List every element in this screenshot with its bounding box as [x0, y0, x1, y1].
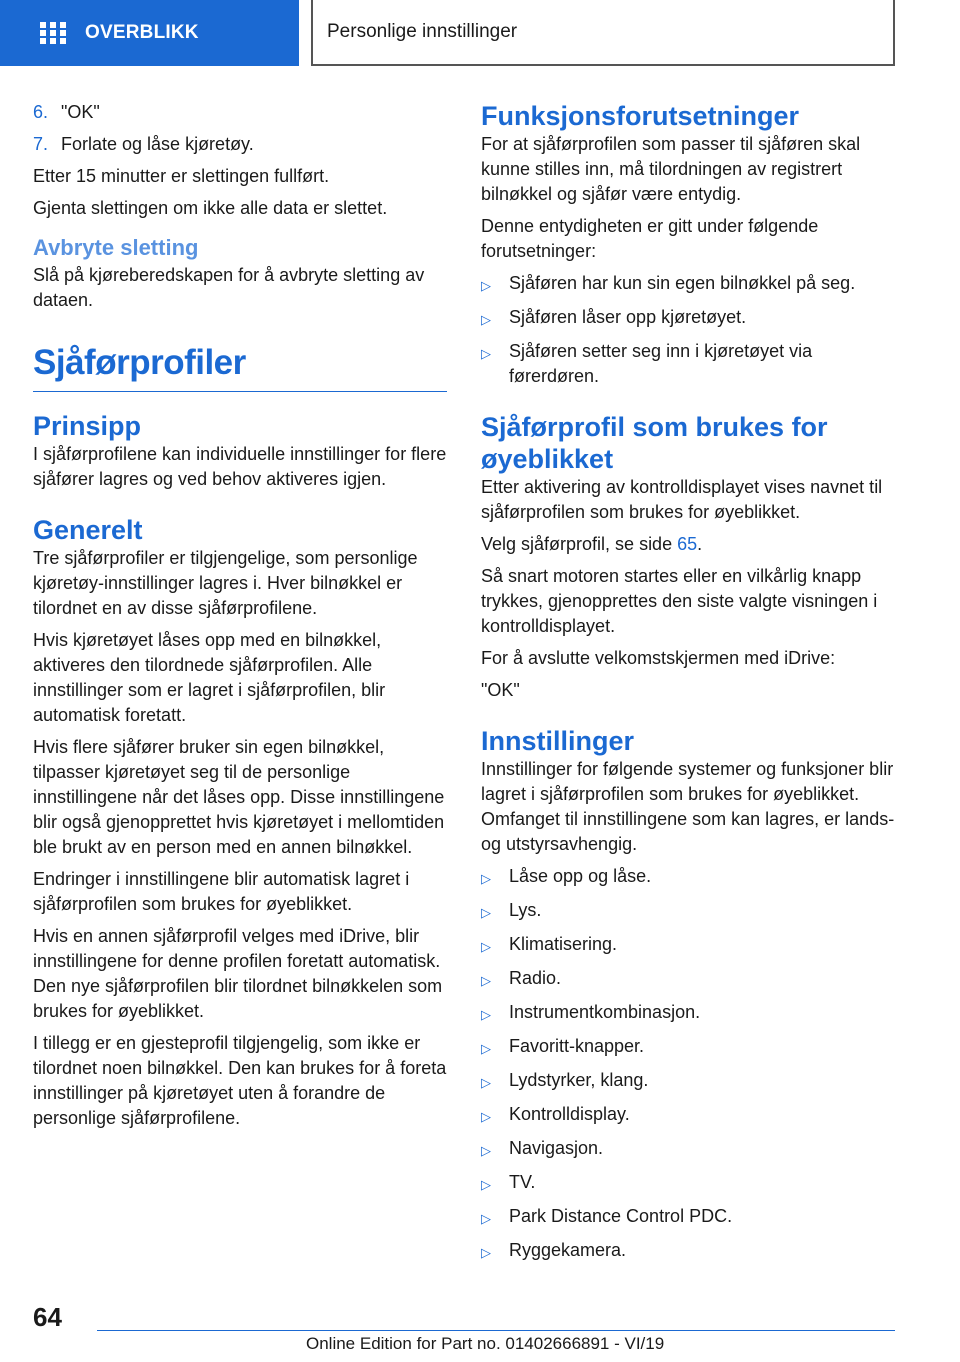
text-fragment: Velg sjåførprofil, se side: [481, 534, 678, 554]
left-column: [33, 100, 447, 1138]
list-item-text: Sjåføren har kun sin egen bilnøkkel på seg.: [509, 273, 856, 293]
paragraph: For at sjåførprofilen som passer til sjåføren skal kunne stilles inn, må tilordningen av registrert bilnøkkel og sjåfør være entydig.: [481, 134, 861, 204]
list-item-text: Favoritt-knapper.: [509, 1036, 645, 1056]
paragraph: Hvis flere sjåfører bruker sin egen bilnøkkel, tilpasser kjøretøyet seg til de personlige innstillingene når det låses opp. Disse innstillingene blir også gjenopprettet hvis kjøretøyet i mellomtiden ble brukt av en person med en annen bilnøkkel.: [33, 737, 445, 857]
list-item-text: Kontrolldisplay.: [509, 1104, 630, 1124]
cancel-heading: Avbryte sletting: [33, 235, 199, 260]
triangle-bullet-icon: ▷: [481, 278, 491, 293]
overview-tab-label: OVERBLIKK: [85, 22, 199, 43]
edition-text: Online Edition for Part no. 01402666891 - VI/19: [306, 1334, 665, 1353]
triangle-bullet-icon: ▷: [481, 905, 491, 920]
step-text: Forlate og låse kjøretøy.: [61, 134, 254, 154]
page-reference-link[interactable]: 65: [677, 534, 698, 554]
paragraph: For å avslutte velkomstskjermen med iDrive:: [481, 648, 836, 668]
list-item: [481, 1170, 895, 1197]
triangle-bullet-icon: ▷: [481, 1143, 491, 1158]
list-item: [481, 1204, 895, 1231]
page-header: [0, 0, 960, 66]
grid-menu-icon: [40, 22, 66, 44]
triangle-bullet-icon: ▷: [481, 1177, 491, 1192]
list-item: [481, 864, 895, 891]
function-requirements-heading: Funksjonsforutsetninger: [481, 101, 800, 131]
list-item-text: Lydstyrker, klang.: [509, 1070, 649, 1090]
list-item-text: Lys.: [509, 900, 542, 920]
triangle-bullet-icon: ▷: [481, 346, 491, 361]
triangle-bullet-icon: ▷: [481, 1075, 491, 1090]
list-item-text: Låse opp og låse.: [509, 866, 652, 886]
list-item: [481, 932, 895, 959]
list-item-text: Park Distance Control PDC.: [509, 1206, 733, 1226]
triangle-bullet-icon: ▷: [481, 1211, 491, 1226]
section-tab[interactable]: [311, 0, 895, 66]
list-item: [481, 1000, 895, 1027]
footer-divider: [97, 1330, 895, 1331]
step-number: 7.: [33, 134, 49, 154]
overview-tab[interactable]: [0, 0, 299, 66]
list-item: [481, 1238, 895, 1265]
triangle-bullet-icon: ▷: [481, 1041, 491, 1056]
paragraph: Innstillinger for følgende systemer og funksjoner blir lagret i sjåførprofilen som brukes for øyeblikket. Omfanget til innstillingene som kan lagres, er lands- og utstyrsavhengig.: [481, 759, 895, 854]
chapter-title: Sjåførprofiler: [33, 343, 447, 392]
paragraph: Tre sjåførprofiler er tilgjengelige, som personlige kjøretøy-innstillinger lagres i. Hver bilnøkkel er tilordnet en av disse sjåførprofilene.: [33, 548, 418, 618]
step-item: [33, 132, 447, 157]
list-item-text: Klimatisering.: [509, 934, 618, 954]
paragraph: "OK": [481, 680, 520, 700]
list-item-text: TV.: [509, 1172, 536, 1192]
current-profile-heading: Sjåførprofil som brukes for øyeblikket: [481, 412, 828, 474]
paragraph: I sjåførprofilene kan individuelle innstillinger for flere sjåfører lagres og ved behov aktiveres igjen.: [33, 444, 447, 489]
list-item: [481, 898, 895, 925]
list-item-text: Sjåføren setter seg inn i kjøretøyet via førerdøren.: [509, 341, 813, 386]
requirements-list: [481, 271, 895, 389]
right-column: [481, 100, 895, 1272]
paragraph: Endringer i innstillingene blir automatisk lagret i sjåførprofilen som brukes for øyeblikket.: [33, 869, 410, 914]
page-number: 64: [33, 1302, 62, 1332]
list-item: [481, 339, 895, 389]
step-number: 6.: [33, 102, 49, 122]
triangle-bullet-icon: ▷: [481, 1007, 491, 1022]
paragraph: Slå på kjøreberedskapen for å avbryte sletting av dataen.: [33, 265, 425, 310]
list-item: [481, 1102, 895, 1129]
step-list: [33, 100, 447, 157]
paragraph: Gjenta slettingen om ikke alle data er slettet.: [33, 198, 388, 218]
list-item-text: Radio.: [509, 968, 562, 988]
settings-heading: Innstillinger: [481, 726, 635, 756]
list-item-text: Ryggekamera.: [509, 1240, 627, 1260]
paragraph: Denne entydigheten er gitt under følgende forutsetninger:: [481, 216, 819, 261]
triangle-bullet-icon: ▷: [481, 1245, 491, 1260]
paragraph: [481, 532, 895, 557]
list-item: [481, 271, 895, 298]
step-text: "OK": [61, 102, 100, 122]
triangle-bullet-icon: ▷: [481, 939, 491, 954]
triangle-bullet-icon: ▷: [481, 1109, 491, 1124]
general-heading: Generelt: [33, 515, 143, 545]
paragraph: Hvis kjøretøyet låses opp med en bilnøkkel, aktiveres den tilordnede sjåførprofilen. Alle innstillinger som er lagret i sjåførprofilen, blir automatisk foretatt.: [33, 630, 386, 725]
triangle-bullet-icon: ▷: [481, 871, 491, 886]
list-item: [481, 966, 895, 993]
list-item-text: Instrumentkombinasjon.: [509, 1002, 701, 1022]
triangle-bullet-icon: ▷: [481, 973, 491, 988]
section-tab-label: Personlige innstillinger: [327, 21, 518, 42]
text-fragment: .: [697, 534, 703, 554]
principle-heading: Prinsipp: [33, 411, 142, 441]
paragraph: I tillegg er en gjesteprofil tilgjengelig, som ikke er tilordnet noen bilnøkkel. Den kan brukes for å foreta innstillinger på kjøretøyet uten å forandre de personlige sjåførprofilene.: [33, 1033, 447, 1128]
list-item-text: Sjåføren låser opp kjøretøyet.: [509, 307, 747, 327]
paragraph: Så snart motoren startes eller en vilkårlig knapp trykkes, gjenopprettes den siste valgte visningen i kontrolldisplayet.: [481, 566, 878, 636]
settings-list: [481, 864, 895, 1265]
step-item: [33, 100, 447, 125]
list-item: [481, 305, 895, 332]
list-item-text: Navigasjon.: [509, 1138, 604, 1158]
list-item: [481, 1034, 895, 1061]
list-item: [481, 1068, 895, 1095]
paragraph: Etter aktivering av kontrolldisplayet vises navnet til sjåførprofilen som brukes for øyeblikket.: [481, 477, 883, 522]
paragraph: Etter 15 minutter er slettingen fullført.: [33, 166, 330, 186]
triangle-bullet-icon: ▷: [481, 312, 491, 327]
list-item: [481, 1136, 895, 1163]
paragraph: Hvis en annen sjåførprofil velges med iDrive, blir innstillingene for denne profilen foretatt automatisk. Den nye sjåførprofilen blir tilordnet bilnøkkelen som brukes for øyeblikket.: [33, 926, 443, 1021]
